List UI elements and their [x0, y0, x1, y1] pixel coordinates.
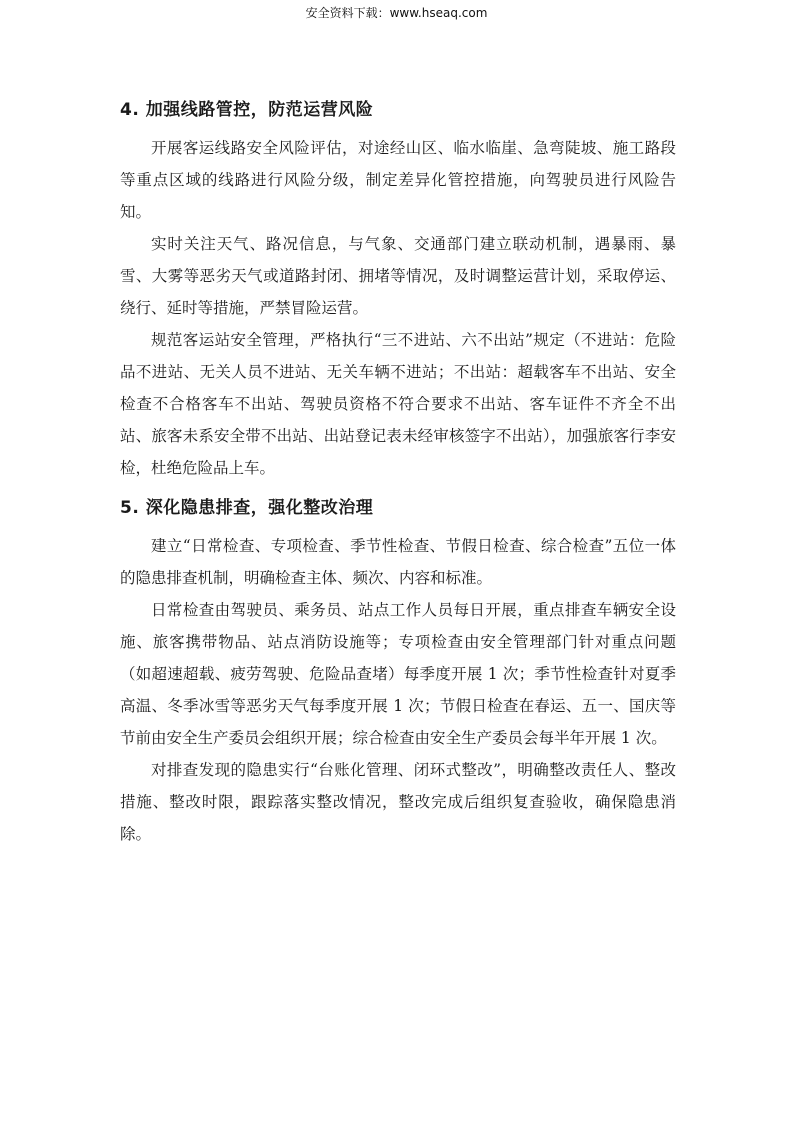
paragraph: 日常检查由驾驶员、乘务员、站点工作人员每日开展，重点排查车辆安全设施、旅客携带物品、站点消防设施等；专项检查由安全管理部门针对重点问题（如超速超载、疲劳驾驶、危险品查堵）每季度开展 1 次；季节性检查针对夏季高温、冬季冰雪等恶劣天气每季度开展 1 次；节假日检查在春运、五一、国庆等节前由安全生产委员会组织开展；综合检查由安全生产委员会每半年开展 1 次。 [120, 601, 676, 747]
paragraph: 开展客运线路安全风险评估，对途经山区、临水临崖、急弯陡坡、施工路段等重点区域的线路进行风险分级，制定差异化管控措施，向驾驶员进行风险告知。 [120, 139, 676, 221]
paragraph: 实时关注天气、路况信息，与气象、交通部门建立联动机制，遇暴雨、暴雪、大雾等恶劣天气或道路封闭、拥堵等情况，及时调整运营计划，采取停运、绕行、延时等措施，严禁冒险运营。 [120, 235, 676, 317]
section-heading: 5. 深化隐患排查，强化整改治理 [120, 498, 374, 518]
paragraph: 对排查发现的隐患实行“台账化管理、闭环式整改”，明确整改责任人、整改措施、整改时限，跟踪落实整改情况，整改完成后组织复查验收，确保隐患消除。 [120, 761, 676, 843]
section-hazard-inspection [120, 492, 676, 850]
section-route-control [120, 94, 676, 484]
section-heading: 4. 加强线路管控，防范运营风险 [120, 100, 374, 120]
paragraph: 建立“日常检查、专项检查、季节性检查、节假日检查、综合检查”五位一体的隐患排查机制，明确检查主体、频次、内容和标准。 [120, 537, 676, 587]
document-body [120, 94, 676, 850]
paragraph: 规范客运站安全管理，严格执行“三不进站、六不出站”规定（不进站：危险品不进站、无关人员不进站、无关车辆不进站；不出站：超载客车不出站、安全检查不合格客车不出站、驾驶员资格不符合要求不出站、客车证件不齐全不出站、旅客未系安全带不出站、出站登记表未经审核签字不出站），加强旅客行李安检，杜绝危险品上车。 [120, 331, 676, 477]
page-header: 安全资料下载：www.hseaq.com [305, 6, 488, 20]
